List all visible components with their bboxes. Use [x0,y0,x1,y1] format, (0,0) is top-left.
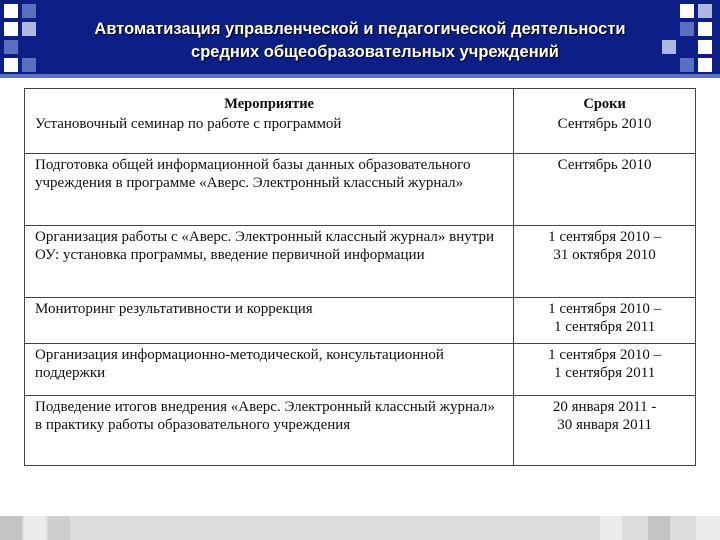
date-cell: 1 сентября 2010 – 1 сентября 2011 [514,297,696,343]
date-cell: 20 января 2011 - 30 января 2011 [514,395,696,465]
column-header-event: Мероприятие [25,89,514,116]
decor-square [22,4,36,18]
footer-banner [0,516,720,540]
decor-square [648,516,670,540]
event-cell: Подведение итогов внедрения «Аверс. Электронный классный журнал» в практику работы образовательного учреждения [25,395,514,465]
event-cell: Подготовка общей информационной базы данных образовательного учреждения в программе «Аверс. Электронный классный журнал» [25,153,514,225]
decor-square [4,4,18,18]
column-header-dates: Сроки [514,89,696,116]
decor-square [4,58,18,72]
table-header-row [25,89,696,116]
schedule-table [24,88,696,466]
table-row [25,297,696,343]
page-title [20,18,700,64]
event-cell: Мониторинг результативности и коррекция [25,297,514,343]
decor-square [0,516,22,540]
title-line-1: Автоматизация управленческой и педагогической деятельности [94,20,626,38]
event-cell: Установочный семинар по работе с программой [25,115,514,153]
table-row [25,153,696,225]
date-cell: Сентябрь 2010 [514,115,696,153]
event-cell: Организация работы с «Аверс. Электронный классный журнал» внутри ОУ: установка программы, введение первичной информации [25,225,514,297]
date-cell: 1 сентября 2010 – 1 сентября 2011 [514,343,696,395]
decor-square [698,22,712,36]
decor-square [698,4,712,18]
decor-square [696,516,720,540]
header-accent-stripe [0,74,720,78]
decor-square [4,22,18,36]
table-row [25,343,696,395]
decor-square [24,516,46,540]
header-banner [0,0,720,78]
table-row [25,395,696,465]
decor-square [4,40,18,54]
decor-square [698,58,712,72]
date-cell: 1 сентября 2010 – 31 октября 2010 [514,225,696,297]
title-line-2: средних общеобразовательных учреждений [191,43,559,61]
decor-square [698,40,712,54]
table-row [25,115,696,153]
table-row [25,225,696,297]
decor-square [48,516,70,540]
date-cell: Сентябрь 2010 [514,153,696,225]
decor-square [600,516,622,540]
event-cell: Организация информационно-методической, консультационной поддержки [25,343,514,395]
decor-square [680,4,694,18]
